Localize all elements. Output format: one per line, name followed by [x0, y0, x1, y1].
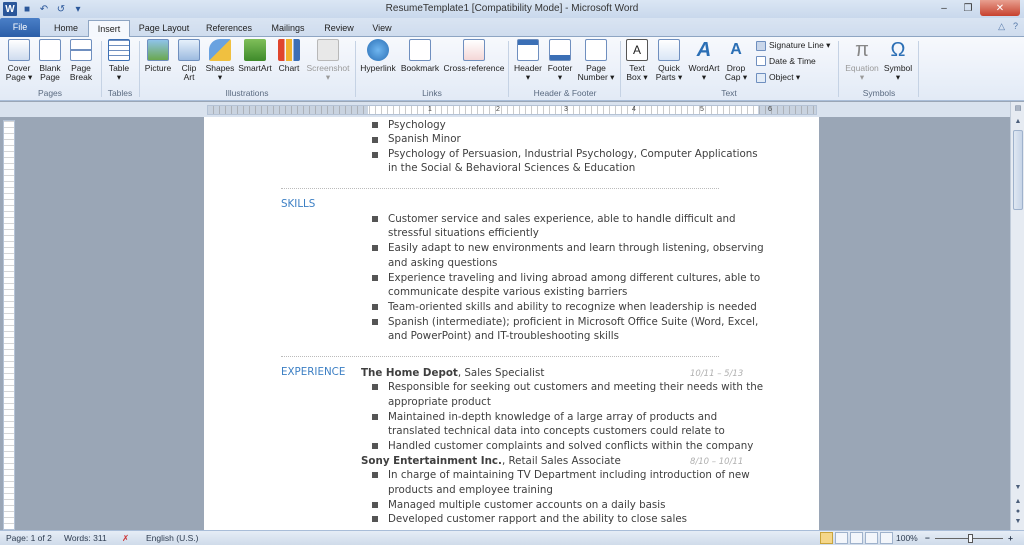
status-bar	[0, 530, 1024, 545]
tab-insert[interactable]: Insert	[88, 20, 130, 38]
skill-line: Customer service and sales experience, able to handle difficult and	[388, 213, 736, 225]
group-label-links: Links	[422, 88, 442, 98]
object-icon	[756, 73, 766, 83]
web-layout-view-icon[interactable]	[850, 532, 863, 544]
job-bullet-line: Developed customer rapport and the ability to close sales	[388, 513, 688, 525]
tab-references[interactable]: References	[205, 23, 253, 33]
text-box-icon: A	[626, 39, 648, 61]
vertical-scrollbar[interactable]	[1010, 102, 1024, 530]
bullet-icon	[372, 304, 378, 310]
select-browse-object-icon[interactable]: ●	[1015, 508, 1021, 515]
zoom-in-icon[interactable]: +	[1008, 533, 1013, 543]
company-name: Sony Entertainment Inc.	[361, 455, 502, 467]
scroll-thumb[interactable]	[1013, 130, 1023, 210]
header-icon	[517, 39, 539, 61]
group-label-pages: Pages	[37, 88, 63, 98]
group-label-text: Text	[721, 88, 737, 98]
ruler-number: 5	[700, 106, 704, 113]
drop-cap-icon: A	[730, 41, 742, 58]
bullet-icon	[372, 502, 378, 508]
signature-line-icon	[756, 41, 766, 51]
cover-page-button[interactable]: Cover Page ▾	[4, 39, 34, 82]
job-bullet-line: translated technical data into concepts customers could relate to	[388, 425, 725, 437]
tab-review[interactable]: Review	[324, 23, 354, 33]
ruler-toggle-icon[interactable]: ▤	[1014, 105, 1022, 112]
signature-line-button[interactable]: Signature Line ▾	[756, 40, 830, 51]
header-button[interactable]: Header ▾	[511, 39, 545, 82]
clip-art-icon	[178, 39, 200, 61]
pi-icon: π	[855, 39, 869, 61]
page-number-icon	[585, 39, 607, 61]
help-icon[interactable]: ?	[1012, 21, 1018, 31]
group-label-illustrations: Illustrations	[225, 88, 269, 98]
footer-button[interactable]: Footer ▾	[545, 39, 575, 82]
word-count[interactable]: Words: 311	[64, 533, 107, 543]
bullet-icon	[372, 152, 378, 158]
section-divider	[281, 356, 719, 357]
table-icon	[108, 39, 130, 61]
bullet-icon	[372, 472, 378, 478]
job-bullet-line: In charge of maintaining TV Department including introduction of new	[388, 469, 750, 481]
scroll-down-icon[interactable]: ▼	[1014, 484, 1022, 491]
group-separator	[838, 41, 839, 97]
close-icon[interactable]: ✕	[980, 0, 1020, 16]
group-separator	[508, 41, 509, 97]
print-layout-view-icon[interactable]	[820, 532, 833, 544]
job-dates: 8/10 – 10/11	[690, 457, 744, 467]
vertical-ruler[interactable]	[3, 120, 15, 530]
title-bar	[0, 0, 1024, 18]
screenshot-button[interactable]: Screenshot ▾	[305, 39, 351, 82]
ruler-number: 3	[564, 106, 568, 113]
smartart-button[interactable]: SmartArt	[238, 39, 272, 73]
education-line: Spanish Minor	[388, 133, 461, 145]
group-label-symbols: Symbols	[862, 88, 896, 98]
ruler-number: 2	[496, 106, 500, 113]
bullet-icon	[372, 137, 378, 143]
bookmark-button[interactable]: Bookmark	[399, 39, 441, 73]
next-page-icon[interactable]: ▼	[1014, 518, 1022, 525]
quick-parts-button[interactable]: Quick Parts ▾	[653, 39, 685, 82]
ribbon-insert	[0, 37, 1024, 101]
date-time-button[interactable]: Date & Time	[756, 56, 816, 66]
word-app-icon[interactable]: W	[3, 2, 17, 16]
quick-parts-icon	[658, 39, 680, 61]
previous-page-icon[interactable]: ▲	[1014, 498, 1022, 505]
wordart-button[interactable]: A WordArt ▾	[688, 39, 720, 82]
group-label-tables: Tables	[107, 88, 133, 98]
blank-page-icon	[39, 39, 61, 61]
ruler-ticks	[4, 121, 14, 529]
education-line: Psychology	[388, 119, 446, 131]
window-title: ResumeTemplate1 [Compatibility Mode] - Microsoft Word	[385, 3, 639, 14]
full-screen-reading-view-icon[interactable]	[835, 532, 848, 544]
smartart-icon	[244, 39, 266, 61]
picture-button[interactable]: Picture	[143, 39, 173, 73]
tab-page-layout[interactable]: Page Layout	[138, 23, 190, 33]
bookmark-icon	[409, 39, 431, 61]
cross-reference-icon	[463, 39, 485, 61]
group-separator	[918, 41, 919, 97]
zoom-level[interactable]: 100%	[896, 533, 918, 543]
job-role: , Retail Sales Associate	[501, 455, 621, 467]
group-label-header-footer: Header & Footer	[533, 88, 597, 98]
draft-view-icon[interactable]	[880, 532, 893, 544]
skill-line: Spanish (intermediate); proficient in Microsoft Office Suite (Word, Excel,	[388, 316, 759, 328]
minimize-ribbon-icon[interactable]: △	[998, 21, 1005, 31]
ribbon-tabs	[0, 18, 1024, 37]
customize-qat-icon[interactable]: ▾	[75, 3, 81, 15]
job-role: , Sales Specialist	[457, 367, 545, 379]
scroll-up-icon[interactable]: ▲	[1014, 118, 1022, 125]
job-dates: 10/11 – 5/13	[690, 369, 744, 379]
clip-art-button[interactable]: Clip Art	[176, 39, 202, 82]
drop-cap-button[interactable]: A Drop Cap ▾	[724, 41, 748, 82]
footer-icon	[549, 39, 571, 61]
shapes-icon	[209, 39, 231, 61]
job-title-line	[361, 454, 621, 469]
undo-icon[interactable]: ↶	[39, 3, 49, 15]
skills-heading: SKILLS	[281, 198, 316, 210]
zoom-out-icon[interactable]: −	[925, 533, 930, 543]
tab-view[interactable]: View	[372, 23, 392, 33]
bullet-icon	[372, 516, 378, 522]
page-break-icon	[70, 39, 92, 61]
object-button[interactable]: Object ▾	[756, 72, 800, 83]
page-break-button[interactable]: Page Break	[66, 39, 96, 82]
job-bullet-line: Handled customer complaints and solved conflicts within the company	[388, 440, 754, 452]
zoom-slider-thumb[interactable]	[968, 534, 973, 543]
bullet-icon	[372, 414, 378, 420]
cover-page-icon	[8, 39, 30, 61]
job-bullet-line: Responsible for seeking out customers and meeting their needs with the	[388, 381, 764, 393]
skill-line: and asking questions	[388, 257, 498, 269]
horizontal-ruler[interactable]	[207, 105, 817, 115]
ruler-number: 1	[428, 106, 432, 113]
globe-link-icon	[367, 39, 389, 61]
education-line: in the Social & Behavioral Sciences & Education	[388, 162, 636, 174]
hyperlink-button[interactable]: Hyperlink	[358, 39, 398, 73]
omega-icon: Ω	[890, 39, 906, 61]
ruler-number: 4	[632, 106, 636, 113]
equation-button[interactable]: π Equation ▾	[845, 39, 879, 82]
outline-view-icon[interactable]	[865, 532, 878, 544]
chart-icon	[278, 39, 300, 61]
blank-page-button[interactable]: Blank Page	[36, 39, 64, 82]
bullet-icon	[372, 319, 378, 325]
text-box-button[interactable]: A Text Box ▾	[623, 39, 651, 82]
chart-button[interactable]: Chart	[275, 39, 303, 73]
save-icon[interactable]: ■	[23, 3, 31, 15]
language-indicator[interactable]: English (U.S.)	[146, 533, 199, 543]
symbol-button[interactable]: Ω Symbol ▾	[883, 39, 913, 82]
job-bullet-line: Maintained in-depth knowledge of a large array of products and	[388, 411, 718, 423]
minimize-icon[interactable]: –	[941, 2, 947, 14]
tab-file[interactable]: File	[0, 18, 40, 37]
screenshot-icon	[317, 39, 339, 61]
bullet-icon	[372, 275, 378, 281]
bullet-icon	[372, 122, 378, 128]
ruler-ticks	[208, 106, 816, 114]
bullet-icon	[372, 216, 378, 222]
shapes-button[interactable]: Shapes ▾	[205, 39, 235, 82]
job-bullet-line: Managed multiple customer accounts on a daily basis	[388, 499, 666, 511]
company-name: The Home Depot	[361, 367, 458, 379]
wordart-icon: A	[696, 39, 712, 61]
cross-reference-button[interactable]: Cross-reference	[442, 39, 506, 73]
picture-icon	[147, 39, 169, 61]
tab-mailings[interactable]: Mailings	[271, 23, 305, 33]
bullet-icon	[372, 245, 378, 251]
page-number-button[interactable]: Page Number ▾	[576, 39, 616, 82]
proofing-icon[interactable]: ✗	[122, 533, 130, 543]
job-bullet-line: products and employee training	[388, 484, 553, 496]
tab-home[interactable]: Home	[53, 23, 78, 33]
skill-line: and PowerPoint) and IT-troubleshooting skills	[388, 330, 619, 342]
experience-heading: EXPERIENCE	[281, 366, 346, 378]
calendar-icon	[756, 56, 766, 66]
ruler-number: 6	[768, 106, 772, 113]
education-line: Psychology of Persuasion, Industrial Psychology, Computer Applications	[388, 148, 758, 160]
table-button[interactable]: Table ▾	[104, 39, 134, 82]
skill-line: Experience traveling and living abroad among different cultures, able to	[388, 272, 761, 284]
skill-line: stressful situations efficiently	[388, 227, 539, 239]
job-bullet-line: appropriate product	[388, 396, 491, 408]
skill-line: communicate despite various existing barriers	[388, 286, 628, 298]
bullet-icon	[372, 384, 378, 390]
skill-line: Team-oriented skills and ability to recognize when leadership is needed	[388, 301, 757, 313]
skill-line: Easily adapt to new environments and learn through listening, observing	[388, 242, 764, 254]
restore-icon[interactable]: ❐	[963, 2, 973, 14]
bullet-icon	[372, 443, 378, 449]
section-divider	[281, 188, 719, 189]
job-title-line	[361, 366, 544, 381]
horizontal-ruler-area	[0, 102, 1024, 117]
page-count[interactable]: Page: 1 of 2	[6, 533, 52, 543]
redo-icon[interactable]: ↺	[56, 3, 66, 15]
